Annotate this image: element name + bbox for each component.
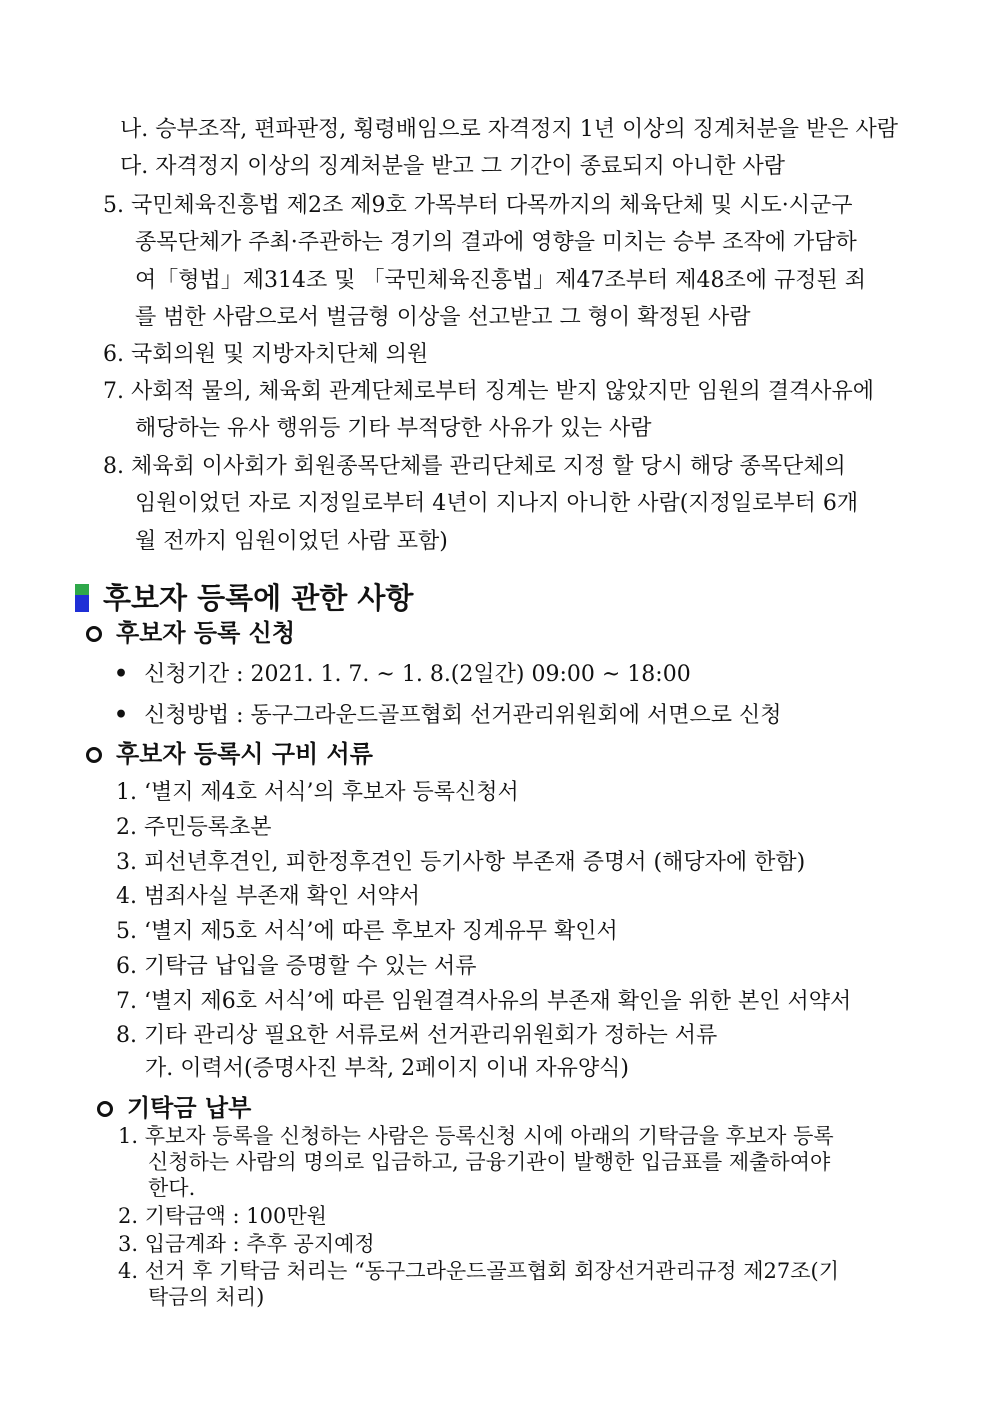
deposit-item-3: 3. 입금계좌 : 추후 공지예정 bbox=[118, 1232, 375, 1256]
deposit-heading bbox=[97, 1092, 251, 1124]
disq-item-6: 6. 국회의원 및 지방자치단체 의원 bbox=[103, 342, 429, 367]
registration-method bbox=[114, 700, 782, 731]
document-subitem: 가. 이력서(증명사진 부착, 2페이지 이내 자유양식) bbox=[145, 1056, 629, 1081]
disq-item-8-cont: 월 전까지 임원이었던 사람 포함) bbox=[135, 529, 448, 554]
deposit-item-4: 4. 선거 후 기탁금 처리는 “동구그라운드골프협회 회장선거관리규정 제27조(기 bbox=[118, 1259, 839, 1283]
circle-bullet-icon bbox=[86, 626, 102, 642]
disq-item-da: 다. 자격정지 이상의 징계처분을 받고 그 기간이 종료되지 아니한 사람 bbox=[120, 154, 785, 179]
documents-heading bbox=[86, 738, 373, 770]
registration-method-text: 신청방법 : 동구그라운드골프협회 선거관리위원회에 서면으로 신청 bbox=[144, 703, 782, 728]
registration-period bbox=[114, 659, 691, 690]
document-item: 8. 기타 관리상 필요한 서류로써 선거관리위원회가 정하는 서류 bbox=[116, 1023, 718, 1048]
disq-item-5-cont: 종목단체가 주최·주관하는 경기의 결과에 영향을 미치는 승부 조작에 가담하 bbox=[135, 230, 857, 255]
document-item: 3. 피선년후견인, 피한정후견인 등기사항 부존재 증명서 (해당자에 한함) bbox=[116, 850, 806, 875]
documents-title: 후보자 등록시 구비 서류 bbox=[116, 739, 373, 768]
disq-item-5: 5. 국민체육진흥법 제2조 제9호 가목부터 다목까지의 체육단체 및 시도·시군구 bbox=[103, 193, 853, 218]
registration-period-text: 신청기간 : 2021. 1. 7. ~ 1. 8.(2일간) 09:00 ~ 18:00 bbox=[144, 662, 691, 687]
circle-bullet-icon bbox=[97, 1101, 113, 1117]
disq-item-7: 7. 사회적 물의, 체육회 관계단체로부터 징계는 받지 않았지만 임원의 결격사유에 bbox=[103, 379, 874, 404]
deposit-title: 기탁금 납부 bbox=[127, 1093, 252, 1122]
disq-item-8: 8. 체육회 이사회가 회원종목단체를 관리단체로 지정 할 당시 해당 종목단체의 bbox=[103, 454, 846, 479]
dot-bullet-icon: • bbox=[114, 702, 129, 728]
deposit-item-1-cont: 한다. bbox=[148, 1176, 196, 1200]
document-item: 7. ‘별지 제6호 서식’에 따른 임원결격사유의 부존재 확인을 위한 본인 서약서 bbox=[116, 989, 852, 1014]
deposit-item-4-cont: 탁금의 처리) bbox=[148, 1285, 265, 1309]
dot-bullet-icon: • bbox=[114, 661, 129, 687]
deposit-item-1-cont: 신청하는 사람의 명의로 입금하고, 금융기관이 발행한 입금표를 제출하여야 bbox=[148, 1150, 831, 1174]
registration-title: 후보자 등록 신청 bbox=[116, 618, 295, 647]
registration-heading bbox=[86, 617, 295, 649]
section-heading bbox=[103, 579, 413, 617]
disq-item-na: 나. 승부조작, 편파판정, 횡령배임으로 자격정지 1년 이상의 징계처분을 받은 사람 bbox=[120, 117, 898, 142]
deposit-item-1: 1. 후보자 등록을 신청하는 사람은 등록신청 시에 아래의 기탁금을 후보자 등록 bbox=[118, 1124, 834, 1148]
circle-bullet-icon bbox=[86, 747, 102, 763]
document-item: 5. ‘별지 제5호 서식’에 따른 후보자 징계유무 확인서 bbox=[116, 919, 618, 944]
section-title: 후보자 등록에 관한 사항 bbox=[103, 581, 414, 615]
disq-item-5-cont: 여「형법」제314조 및 「국민체육진흥법」제47조부터 제48조에 규정된 죄 bbox=[135, 268, 866, 293]
document-item: 4. 범죄사실 부존재 확인 서약서 bbox=[116, 884, 420, 909]
disq-item-7-cont: 해당하는 유사 행위등 기타 부적당한 사유가 있는 사람 bbox=[135, 416, 652, 441]
document-item: 6. 기탁금 납입을 증명할 수 있는 서류 bbox=[116, 954, 477, 979]
disq-item-5-cont: 를 범한 사람으로서 벌금형 이상을 선고받고 그 형이 확정된 사람 bbox=[135, 305, 751, 330]
deposit-item-2: 2. 기탁금액 : 100만원 bbox=[118, 1204, 327, 1228]
section-marker-icon bbox=[75, 584, 89, 612]
document-item: 1. ‘별지 제4호 서식’의 후보자 등록신청서 bbox=[116, 780, 519, 805]
disq-item-8-cont: 임원이었던 자로 지정일로부터 4년이 지나지 아니한 사람(지정일로부터 6개 bbox=[135, 491, 859, 516]
document-item: 2. 주민등록초본 bbox=[116, 815, 272, 840]
